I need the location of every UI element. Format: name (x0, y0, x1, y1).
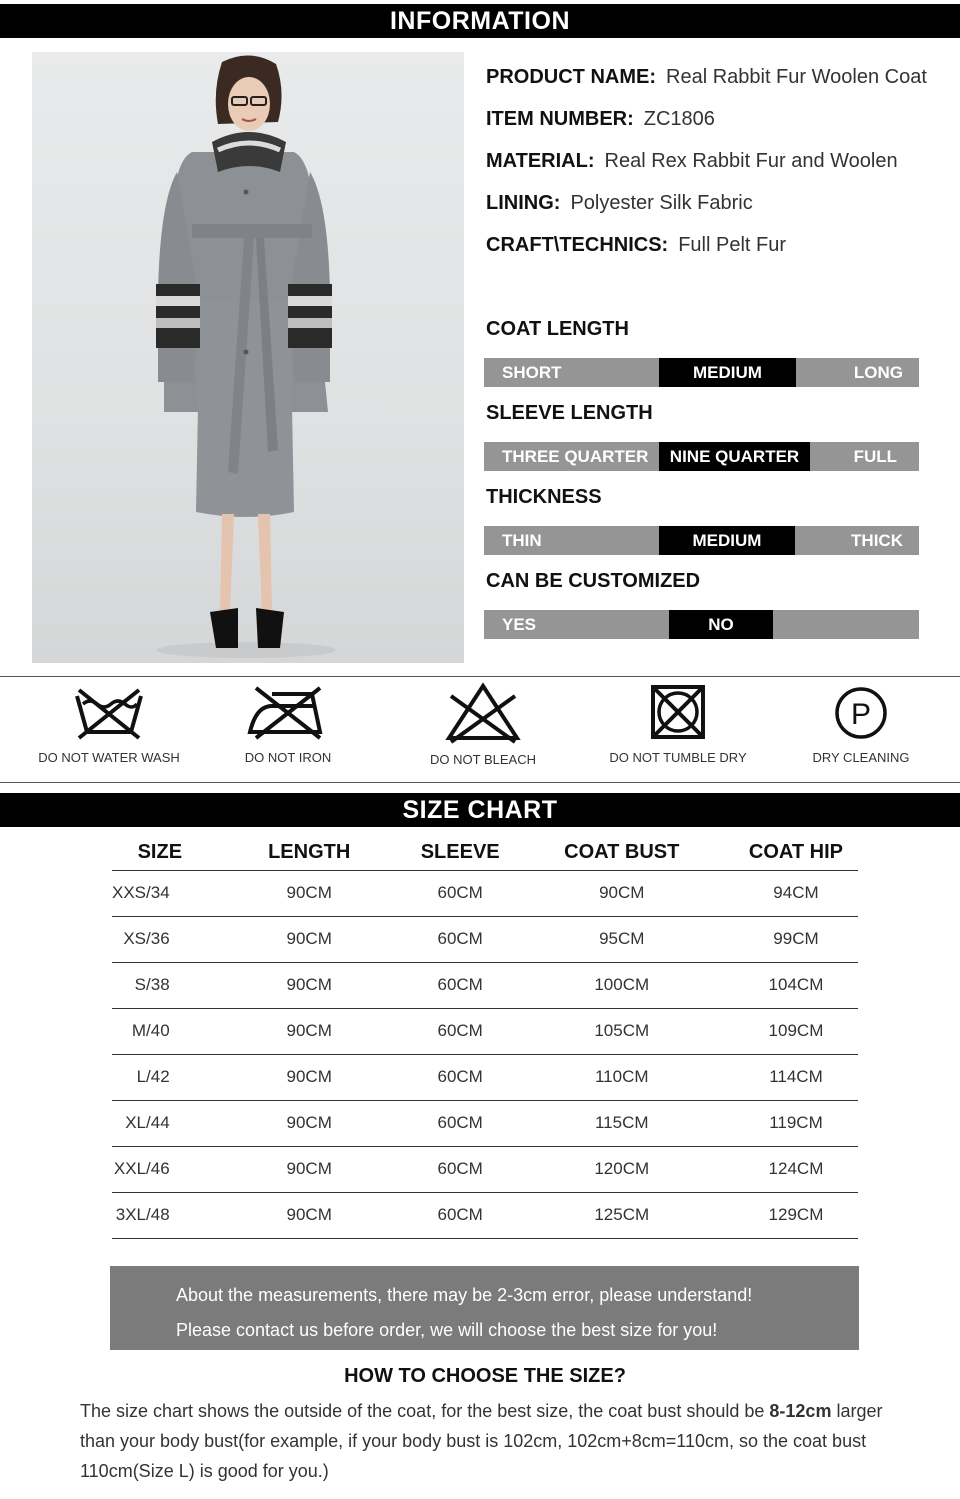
material-label: MATERIAL: (486, 150, 595, 172)
how-to-text-before: The size chart shows the outside of the coat, for the best size, the coat bust should be (80, 1401, 770, 1421)
item-number-label: ITEM NUMBER: (486, 108, 634, 130)
table-row (112, 870, 858, 916)
thickness-option-medium: MEDIUM (659, 526, 795, 555)
information-banner: INFORMATION (0, 4, 960, 38)
cell-bust: 100CM (510, 962, 734, 1008)
cell-hip: 94CM (734, 870, 858, 916)
cell-hip: 129CM (734, 1192, 858, 1238)
lining-row (486, 192, 753, 215)
size-chart-banner: SIZE CHART (0, 793, 960, 827)
measurement-note (110, 1266, 859, 1350)
cell-length: 90CM (208, 1008, 411, 1054)
cell-bust: 125CM (510, 1192, 734, 1238)
cell-size: XXS/34 (112, 870, 208, 916)
customized-title: CAN BE CUSTOMIZED (486, 570, 701, 592)
size-table-header (112, 836, 858, 870)
coat-length-title: COAT LENGTH (486, 318, 629, 340)
how-to-title: HOW TO CHOOSE THE SIZE? (344, 1365, 626, 1387)
cell-length: 90CM (208, 870, 411, 916)
cell-bust: 90CM (510, 870, 734, 916)
coat-length-option-short: SHORT (502, 363, 562, 382)
craft-label: CRAFT\TECHNICS: (486, 234, 669, 256)
coat-length-option-long: LONG (853, 363, 903, 382)
customized-scale (484, 610, 919, 639)
cell-sleeve: 60CM (411, 1054, 510, 1100)
table-row (112, 1192, 858, 1238)
care-item-no-bleach (393, 682, 573, 767)
cell-size: S/38 (112, 962, 208, 1008)
cell-sleeve: 60CM (411, 962, 510, 1008)
cell-hip: 109CM (734, 1008, 858, 1054)
care-item-no-iron (198, 682, 378, 765)
coat-length-option-medium: MEDIUM (659, 358, 796, 387)
customized-option-yes: YES (502, 615, 537, 634)
cell-size: XL/44 (112, 1100, 208, 1146)
cell-size: L/42 (112, 1054, 208, 1100)
thickness-title: THICKNESS (486, 486, 602, 508)
thickness-scale (484, 526, 919, 555)
header-coat-bust: COAT BUST (510, 836, 734, 870)
cell-sleeve: 60CM (411, 1008, 510, 1054)
how-to-text-after: larger than your body bust(for example, if your body bust is 102cm, 102cm+8cm=110cm, so the coat bust 110cm(Size L) is good for you.) (80, 1401, 883, 1481)
cell-size: 3XL/48 (112, 1192, 208, 1238)
how-to-text (80, 1396, 910, 1486)
header-size: SIZE (112, 836, 208, 870)
note-line-2: Please contact us before order, we will choose the best size for you! (176, 1320, 718, 1340)
header-coat-hip: COAT HIP (734, 836, 858, 870)
note-line-1: About the measurements, there may be 2-3cm error, please understand! (176, 1285, 753, 1305)
cell-size: XS/36 (112, 916, 208, 962)
cell-length: 90CM (208, 1054, 411, 1100)
cell-length: 90CM (208, 1100, 411, 1146)
sleeve-length-option-three-quarter: THREE QUARTER (502, 447, 649, 466)
product-name-label: PRODUCT NAME: (486, 66, 656, 88)
how-to-text-bold: 8-12cm (769, 1401, 832, 1421)
care-label-no-tumble-dry: DO NOT TUMBLE DRY (609, 750, 747, 765)
cell-sleeve: 60CM (411, 916, 510, 962)
dry-clean-icon (831, 682, 891, 742)
cell-size: M/40 (112, 1008, 208, 1054)
cell-bust: 110CM (510, 1054, 734, 1100)
header-sleeve: SLEEVE (411, 836, 510, 870)
cell-hip: 124CM (734, 1146, 858, 1192)
cell-sleeve: 60CM (411, 870, 510, 916)
no-bleach-icon (445, 682, 521, 744)
coat-length-scale (484, 358, 919, 387)
thickness-option-thick: THICK (851, 531, 903, 550)
cell-bust: 95CM (510, 916, 734, 962)
care-label-no-bleach: DO NOT BLEACH (430, 752, 536, 767)
cell-sleeve: 60CM (411, 1146, 510, 1192)
table-row (112, 1054, 858, 1100)
item-number-row (486, 108, 715, 131)
cell-hip: 119CM (734, 1100, 858, 1146)
cell-hip: 104CM (734, 962, 858, 1008)
sleeve-length-scale (484, 442, 919, 471)
material-value: Real Rex Rabbit Fur and Woolen (604, 150, 898, 172)
no-tumble-dry-icon (650, 682, 706, 742)
care-bottom-divider (0, 782, 960, 783)
cell-sleeve: 60CM (411, 1100, 510, 1146)
material-row (486, 150, 898, 173)
dry-clean-glyph: P (850, 698, 872, 731)
cell-size: XXL/46 (112, 1146, 208, 1192)
size-table (112, 836, 858, 1239)
cell-bust: 115CM (510, 1100, 734, 1146)
cell-length: 90CM (208, 1192, 411, 1238)
sleeve-length-option-nine-quarter: NINE QUARTER (659, 442, 810, 471)
care-label-dry-cleaning: DRY CLEANING (812, 750, 910, 765)
table-row (112, 1146, 858, 1192)
product-name-value: Real Rabbit Fur Woolen Coat (666, 66, 927, 88)
care-label-no-iron: DO NOT IRON (244, 750, 332, 765)
craft-value: Full Pelt Fur (678, 234, 787, 256)
cell-bust: 120CM (510, 1146, 734, 1192)
cell-sleeve: 60CM (411, 1192, 510, 1238)
cell-length: 90CM (208, 916, 411, 962)
cell-length: 90CM (208, 962, 411, 1008)
lining-label: LINING: (486, 192, 561, 214)
craft-row (486, 234, 786, 257)
no-wash-icon (73, 682, 145, 742)
care-label-no-wash: DO NOT WATER WASH (38, 750, 180, 765)
cell-hip: 114CM (734, 1054, 858, 1100)
table-row (112, 916, 858, 962)
cell-length: 90CM (208, 1146, 411, 1192)
item-number-value: ZC1806 (643, 108, 715, 130)
cell-hip: 99CM (734, 916, 858, 962)
customized-option-no: NO (669, 610, 773, 639)
product-name-row (486, 66, 927, 89)
thickness-option-thin: THIN (502, 531, 542, 550)
table-row (112, 1008, 858, 1054)
care-item-no-tumble-dry (588, 682, 768, 765)
product-photo (32, 52, 464, 663)
table-row (112, 962, 858, 1008)
lining-value: Polyester Silk Fabric (570, 192, 753, 214)
sleeve-length-option-full: FULL (853, 447, 897, 466)
no-iron-icon (246, 682, 330, 742)
care-item-no-wash (19, 682, 199, 765)
sleeve-length-title: SLEEVE LENGTH (486, 402, 653, 424)
care-top-divider (0, 676, 960, 677)
care-item-dry-cleaning (771, 682, 951, 765)
cell-bust: 105CM (510, 1008, 734, 1054)
header-length: LENGTH (208, 836, 411, 870)
table-row (112, 1100, 858, 1146)
